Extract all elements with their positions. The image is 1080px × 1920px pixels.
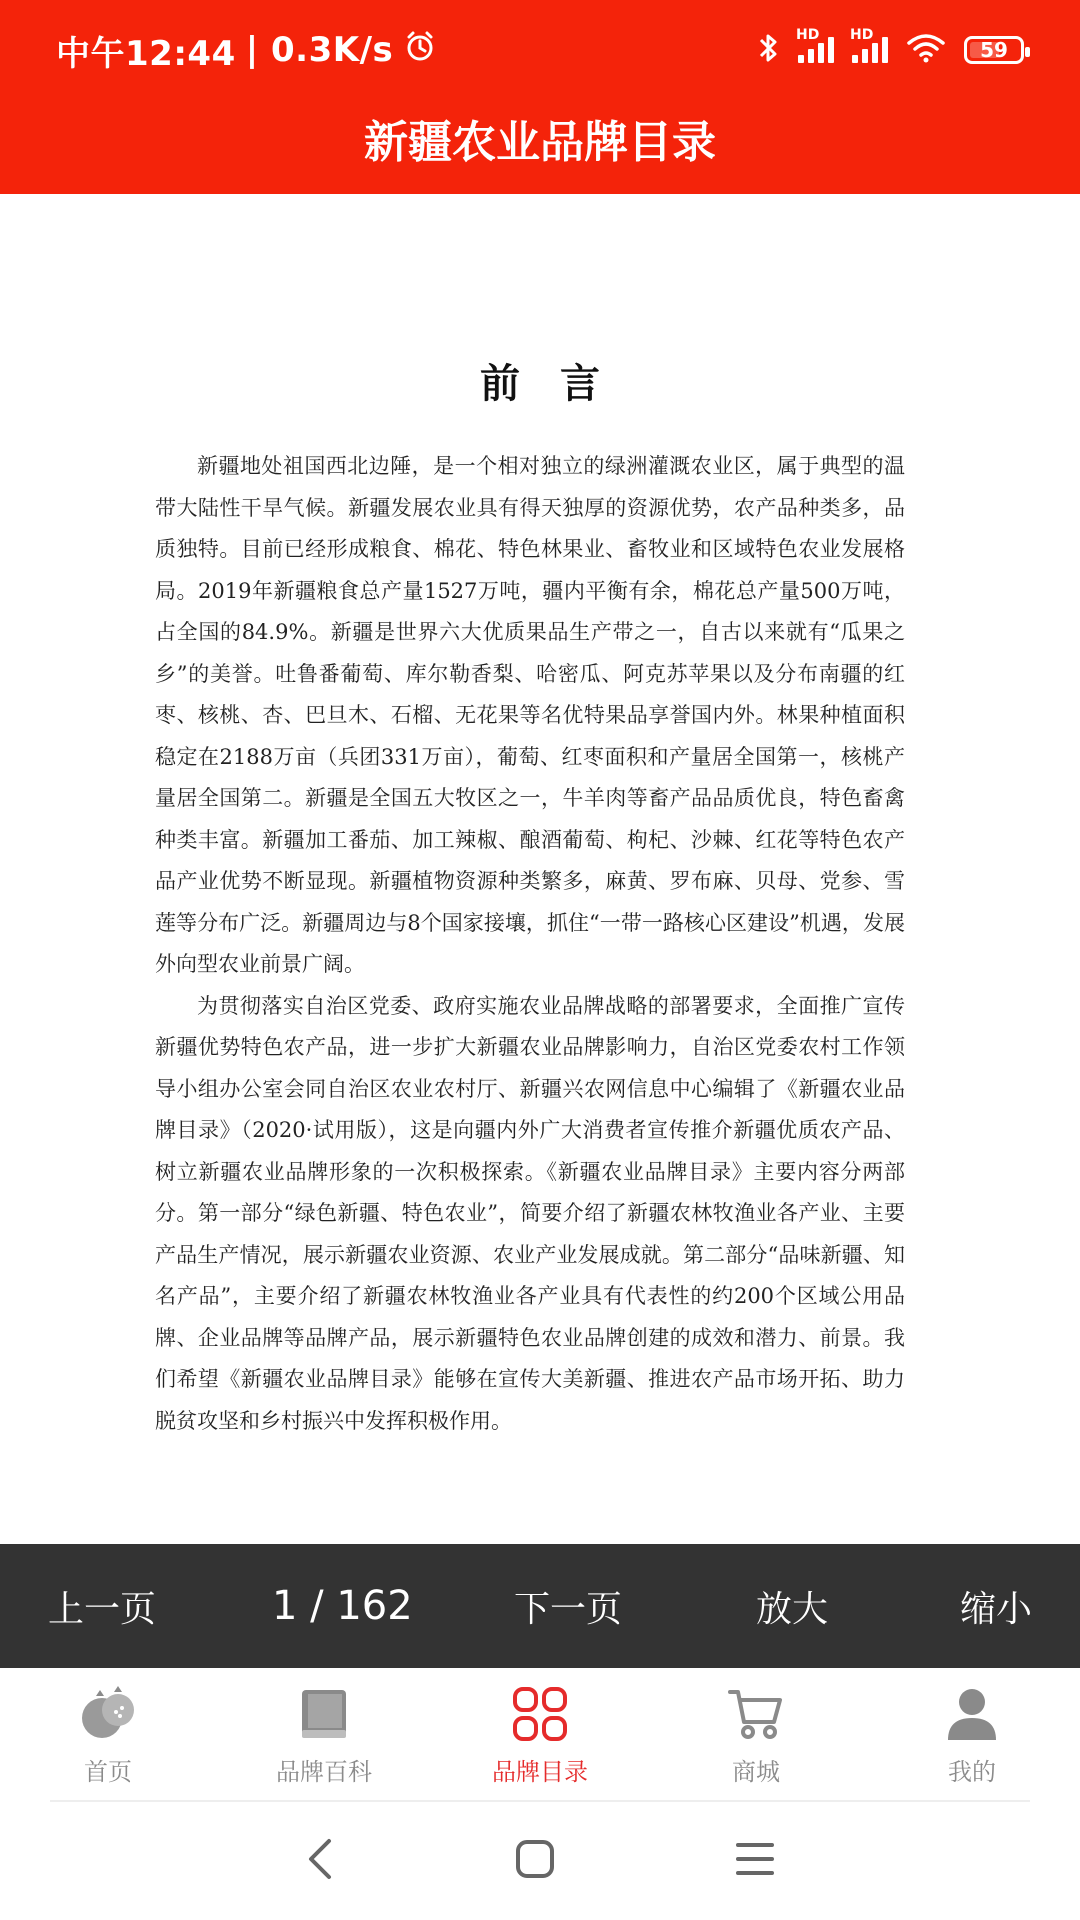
signal-icon xyxy=(850,27,888,63)
nav-label: 我的 xyxy=(948,1757,996,1786)
bluetooth-icon xyxy=(756,31,780,70)
nav-item-brand-catalog[interactable] xyxy=(450,1682,630,1787)
nav-item-brand-wiki[interactable] xyxy=(234,1682,414,1787)
system-nav-bar xyxy=(0,1802,1080,1920)
person-icon xyxy=(940,1682,1004,1746)
document-title: 前 言 xyxy=(480,360,600,407)
nav-label: 品牌百科 xyxy=(276,1757,372,1786)
nav-item-shop[interactable] xyxy=(666,1682,846,1787)
page-title: 新疆农业品牌目录 xyxy=(364,117,716,168)
document-body xyxy=(155,446,905,1442)
network-speed: | 0.3K/s xyxy=(245,30,394,70)
zoom-out-button[interactable]: 缩小 xyxy=(960,1588,1033,1630)
hd-label: HD xyxy=(850,27,874,43)
pomegranate-icon xyxy=(76,1682,140,1746)
next-page-button[interactable]: 下一页 xyxy=(514,1588,623,1630)
page-indicator: 1 / 162 xyxy=(272,1583,413,1629)
battery-level: 59 xyxy=(980,38,1008,62)
battery-icon xyxy=(964,36,1024,64)
cart-icon xyxy=(724,1682,788,1746)
nav-item-home[interactable] xyxy=(18,1682,198,1787)
pager-toolbar xyxy=(0,1544,1080,1668)
document-paragraph: 新疆地处祖国西北边陲，是一个相对独立的绿洲灌溉农业区，属于典型的温带大陆性干旱气候。新疆发展农业具有得天独厚的资源优势，农产品种类多，品质独特。目前已经形成粮食、棉花、特色林果业、畜牧业和区域特色农业发展格局。2019年新疆粮食总产量1527万吨，疆内平衡有余，棉花总产量500万吨，占全国的84.9%。新疆是世界六大优质果品生产带之一，自古以来就有“瓜果之乡”的美誉。吐鲁番葡萄、库尔勒香梨、哈密瓜、阿克苏苹果以及分布南疆的红枣、核桃、杏、巴旦木、石榴、无花果等名优特果品享誉国内外。林果种植面积稳定在2188万亩（兵团331万亩），葡萄、红枣面积和产量居全国第一，核桃产量居全国第二。新疆是全国五大牧区之一，牛羊肉等畜产品品质优良，特色畜禽种类丰富。新疆加工番茄、加工辣椒、酿酒葡萄、枸杞、沙棘、红花等特色农产品产业优势不断显现。新疆植物资源种类繁多，麻黄、罗布麻、贝母、党参、雪莲等分布广泛。新疆周边与8个国家接壤，抓住“一带一路核心区建设”机遇，发展外向型农业前景广阔。 xyxy=(155,454,905,976)
status-time: 中午12:44 xyxy=(56,33,236,74)
alarm-icon xyxy=(403,29,437,72)
nav-item-profile[interactable] xyxy=(882,1682,1062,1787)
hd-label: HD xyxy=(796,27,820,43)
nav-label: 首页 xyxy=(84,1757,132,1786)
menu-icon[interactable] xyxy=(735,1841,775,1881)
bottom-nav xyxy=(0,1668,1080,1800)
nav-label: 品牌目录 xyxy=(492,1757,588,1786)
wifi-icon xyxy=(906,33,946,68)
status-bar xyxy=(0,0,1080,100)
prev-page-button[interactable]: 上一页 xyxy=(48,1588,157,1630)
back-icon[interactable] xyxy=(305,1837,335,1885)
book-icon xyxy=(292,1682,356,1746)
document-paragraph: 为贯彻落实自治区党委、政府实施农业品牌战略的部署要求，全面推广宣传新疆优势特色农产品，进一步扩大新疆农业品牌影响力，自治区党委农村工作领导小组办公室会同自治区农业农村厅、新疆兴农网信息中心编辑了《新疆农业品牌目录》（2020·试用版），这是向疆内外广大消费者宣传推介新疆优质农产品、树立新疆农业品牌形象的一次积极探索。《新疆农业品牌目录》主要内容分两部分。第一部分“绿色新疆、特色农业”，简要介绍了新疆农林牧渔业各产业、主要产品生产情况，展示新疆农业资源、农业产业发展成就。第二部分“品味新疆、知名产品”，主要介绍了新疆农林牧渔业各产业具有代表性的约200个区域公用品牌、企业品牌等品牌产品，展示新疆特色农业品牌创建的成效和潜力、前景。我们希望《新疆农业品牌目录》能够在宣传大美新疆、推进农产品市场开拓、助力脱贫攻坚和乡村振兴中发挥积极作用。 xyxy=(155,993,905,1433)
zoom-in-button[interactable]: 放大 xyxy=(756,1588,829,1630)
nav-label: 商城 xyxy=(732,1757,780,1786)
home-icon[interactable] xyxy=(515,1839,555,1883)
app-header xyxy=(0,0,1080,194)
document-page xyxy=(0,194,1080,1544)
signal-icon xyxy=(796,27,834,63)
grid-icon xyxy=(508,1682,572,1746)
